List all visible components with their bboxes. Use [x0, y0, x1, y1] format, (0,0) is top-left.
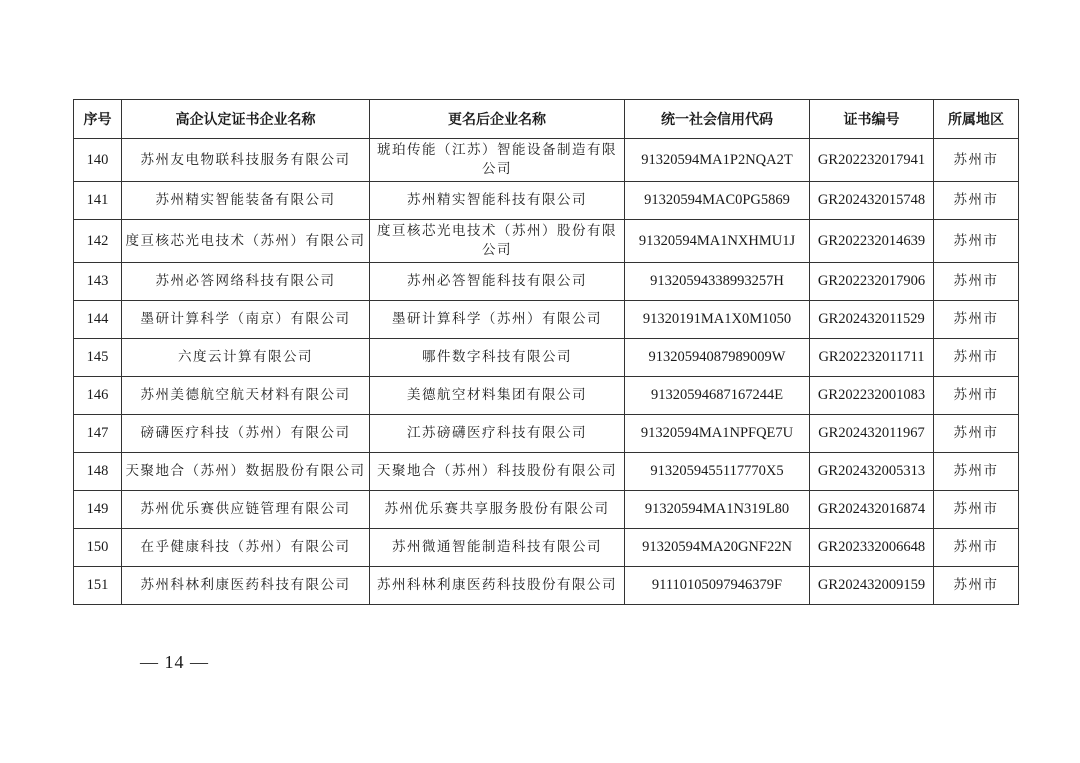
cell-cert-no: GR202332006648 — [810, 529, 934, 567]
cell-region: 苏州市 — [934, 301, 1019, 339]
cell-new-name: 哪件数字科技有限公司 — [370, 339, 625, 377]
cell-cert-no: GR202432011529 — [810, 301, 934, 339]
cell-seq: 149 — [74, 491, 122, 529]
cell-original-name: 苏州美德航空航天材料有限公司 — [122, 377, 370, 415]
cell-original-name: 天聚地合（苏州）数据股份有限公司 — [122, 453, 370, 491]
cell-original-name: 苏州科林利康医药科技有限公司 — [122, 567, 370, 605]
cell-original-name: 六度云计算有限公司 — [122, 339, 370, 377]
cell-region: 苏州市 — [934, 567, 1019, 605]
cell-region: 苏州市 — [934, 139, 1019, 182]
cell-credit-code: 91320594MA1NPFQE7U — [625, 415, 810, 453]
table-row — [74, 301, 1019, 339]
cell-region: 苏州市 — [934, 377, 1019, 415]
header-seq: 序号 — [74, 100, 122, 139]
cell-original-name: 度亘核芯光电技术（苏州）有限公司 — [122, 220, 370, 263]
cell-region: 苏州市 — [934, 491, 1019, 529]
cell-cert-no: GR202232017906 — [810, 263, 934, 301]
cell-original-name: 苏州优乐赛供应链管理有限公司 — [122, 491, 370, 529]
cell-original-name: 在乎健康科技（苏州）有限公司 — [122, 529, 370, 567]
cell-seq: 140 — [74, 139, 122, 182]
header-region: 所属地区 — [934, 100, 1019, 139]
cell-credit-code: 91320594MA1N319L80 — [625, 491, 810, 529]
cell-new-name: 美德航空材料集团有限公司 — [370, 377, 625, 415]
cell-region: 苏州市 — [934, 263, 1019, 301]
cell-cert-no: GR202432015748 — [810, 182, 934, 220]
cell-original-name: 苏州精实智能装备有限公司 — [122, 182, 370, 220]
cell-credit-code: 91320594338993257H — [625, 263, 810, 301]
table-row — [74, 377, 1019, 415]
cell-seq: 150 — [74, 529, 122, 567]
table-row — [74, 453, 1019, 491]
cell-credit-code: 91320594MAC0PG5869 — [625, 182, 810, 220]
table-row — [74, 339, 1019, 377]
cell-credit-code: 91320594MA20GNF22N — [625, 529, 810, 567]
cell-region: 苏州市 — [934, 453, 1019, 491]
cell-cert-no: GR202432005313 — [810, 453, 934, 491]
cell-seq: 145 — [74, 339, 122, 377]
cell-seq: 151 — [74, 567, 122, 605]
cell-original-name: 苏州必答网络科技有限公司 — [122, 263, 370, 301]
cell-new-name: 苏州科林利康医药科技股份有限公司 — [370, 567, 625, 605]
table-row — [74, 263, 1019, 301]
cell-seq: 146 — [74, 377, 122, 415]
cell-seq: 143 — [74, 263, 122, 301]
cell-credit-code: 91320594MA1NXHMU1J — [625, 220, 810, 263]
cell-region: 苏州市 — [934, 529, 1019, 567]
header-credit-code: 统一社会信用代码 — [625, 100, 810, 139]
cell-credit-code: 9132059455117770X5 — [625, 453, 810, 491]
cell-original-name: 苏州友电物联科技服务有限公司 — [122, 139, 370, 182]
cell-region: 苏州市 — [934, 220, 1019, 263]
cell-seq: 142 — [74, 220, 122, 263]
cell-new-name: 苏州优乐赛共享服务股份有限公司 — [370, 491, 625, 529]
certificate-name-change-table — [73, 99, 1019, 605]
cell-new-name: 度亘核芯光电技术（苏州）股份有限公司 — [370, 220, 625, 263]
cell-new-name: 天聚地合（苏州）科技股份有限公司 — [370, 453, 625, 491]
cell-credit-code: 91320594687167244E — [625, 377, 810, 415]
table-row — [74, 567, 1019, 605]
cell-new-name: 苏州精实智能科技有限公司 — [370, 182, 625, 220]
header-original-name: 高企认定证书企业名称 — [122, 100, 370, 139]
cell-original-name: 墨研计算科学（南京）有限公司 — [122, 301, 370, 339]
cell-cert-no: GR202232014639 — [810, 220, 934, 263]
cell-cert-no: GR202432016874 — [810, 491, 934, 529]
cell-cert-no: GR202232011711 — [810, 339, 934, 377]
cell-cert-no: GR202232001083 — [810, 377, 934, 415]
table-row — [74, 529, 1019, 567]
cell-new-name: 苏州微通智能制造科技有限公司 — [370, 529, 625, 567]
cell-region: 苏州市 — [934, 339, 1019, 377]
cell-new-name: 墨研计算科学（苏州）有限公司 — [370, 301, 625, 339]
page-number: — 14 — — [140, 652, 209, 672]
cell-credit-code: 91320594087989009W — [625, 339, 810, 377]
cell-new-name: 江苏磅礴医疗科技有限公司 — [370, 415, 625, 453]
cell-original-name: 磅礴医疗科技（苏州）有限公司 — [122, 415, 370, 453]
table-header-row — [74, 100, 1019, 139]
cell-new-name: 苏州必答智能科技有限公司 — [370, 263, 625, 301]
table-row — [74, 220, 1019, 263]
cell-cert-no: GR202232017941 — [810, 139, 934, 182]
cell-region: 苏州市 — [934, 415, 1019, 453]
table-row — [74, 491, 1019, 529]
cell-seq: 141 — [74, 182, 122, 220]
table-row — [74, 415, 1019, 453]
table-row — [74, 139, 1019, 182]
cell-seq: 147 — [74, 415, 122, 453]
cell-credit-code: 91320191MA1X0M1050 — [625, 301, 810, 339]
header-cert-no: 证书编号 — [810, 100, 934, 139]
cell-cert-no: GR202432011967 — [810, 415, 934, 453]
cell-credit-code: 91110105097946379F — [625, 567, 810, 605]
cell-credit-code: 91320594MA1P2NQA2T — [625, 139, 810, 182]
table-row — [74, 182, 1019, 220]
header-new-name: 更名后企业名称 — [370, 100, 625, 139]
cell-new-name: 琥珀传能（江苏）智能设备制造有限公司 — [370, 139, 625, 182]
cell-region: 苏州市 — [934, 182, 1019, 220]
cell-seq: 148 — [74, 453, 122, 491]
cell-seq: 144 — [74, 301, 122, 339]
cell-cert-no: GR202432009159 — [810, 567, 934, 605]
